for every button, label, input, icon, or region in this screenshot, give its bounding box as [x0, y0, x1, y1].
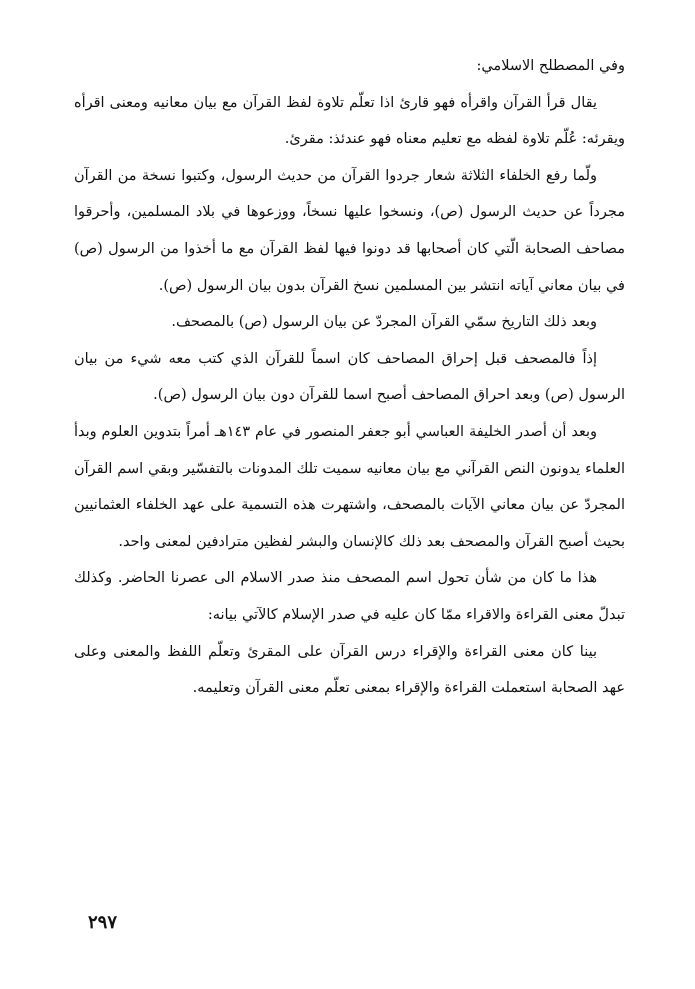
paragraph-3: ولّما رفع الخلفاء الثلاثة شعار جردوا القرآن من حديث الرسول، وكتبوا نسخة من القرآن مجرداً عن حديث الرسول (ص)، ونسخوا عليها نسخاً، ووزعوها في بلاد المسلمين، وأحرقوا مصاحف الصحابة الّتي كان أصحابها قد دونوا فيها لفظ القرآن مع ما أخذوا من الرسول (ص) في بيان معاني آياته انتشر بين المسلمين نسخ القرآن بدون بيان الرسول (ص). — [74, 167, 625, 294]
page-body — [74, 48, 625, 707]
paragraph-4: وبعد ذلك التاريخ سمّي القرآن المجردّ عن بيان الرسول (ص) بالمصحف. — [171, 314, 597, 331]
page-number: ٢٩٧ — [88, 912, 118, 933]
paragraph-1: وفي المصطلح الاسلامي: — [476, 58, 625, 74]
paragraph-5: إذاً فالمصحف قبل إحراق المصاحف كان اسماً للقرآن الذي كتب معه شيء من بيان الرسول (ص) وبعد احراق المصاحف أصبح اسما للقرآن دون بيان الرسول (ص). — [74, 350, 625, 404]
paragraph-6: وبعد أن أصدر الخليفة العباسي أبو جعفر المنصور في عام ١٤٣هـ أمراً بتدوين العلوم وبدأ العلماء يدونون النص القرآني مع بيان معانيه سميت تلك المدونات بالتفسّير وبقي اسم القرآن المجردّ عن بيان معاني الآيات بالمصحف، واشتهرت هذه التسمية على عهد الخلفاء العثمانيين بحيث أصبح القرآن والمصحف بعد ذلك كالإنسان والبشر لفظين مترادفين لمعنى واحد. — [74, 423, 625, 550]
paragraph-2: يقال قرأ القرآن واقرأه فهو قارئ اذا تعلّم تلاوة لفظ القرآن مع بيان معانيه ومعنى اقرأه ويقرئه: عُلّم تلاوة لفظه مع تعليم معناه فهو عندئذ: مقرئ. — [74, 94, 625, 148]
paragraph-7: هذا ما كان من شأن تحول اسم المصحف منذ صدر الاسلام الى عصرنا الحاضر. وكذلك تبدلّ معنى القراءة والاقراء ممّا كان عليه في صدر الإسلام كالآتي بيانه: — [74, 570, 625, 623]
paragraph-8: بينا كان معنى القراءة والإقراء درس القرآن على المقرئ وتعلّم اللفظ والمعنى وعلى عهد الصحابة استعملت القراءة والإقراء بمعنى تعلّم معنى القرآن وتعليمه. — [74, 643, 625, 697]
